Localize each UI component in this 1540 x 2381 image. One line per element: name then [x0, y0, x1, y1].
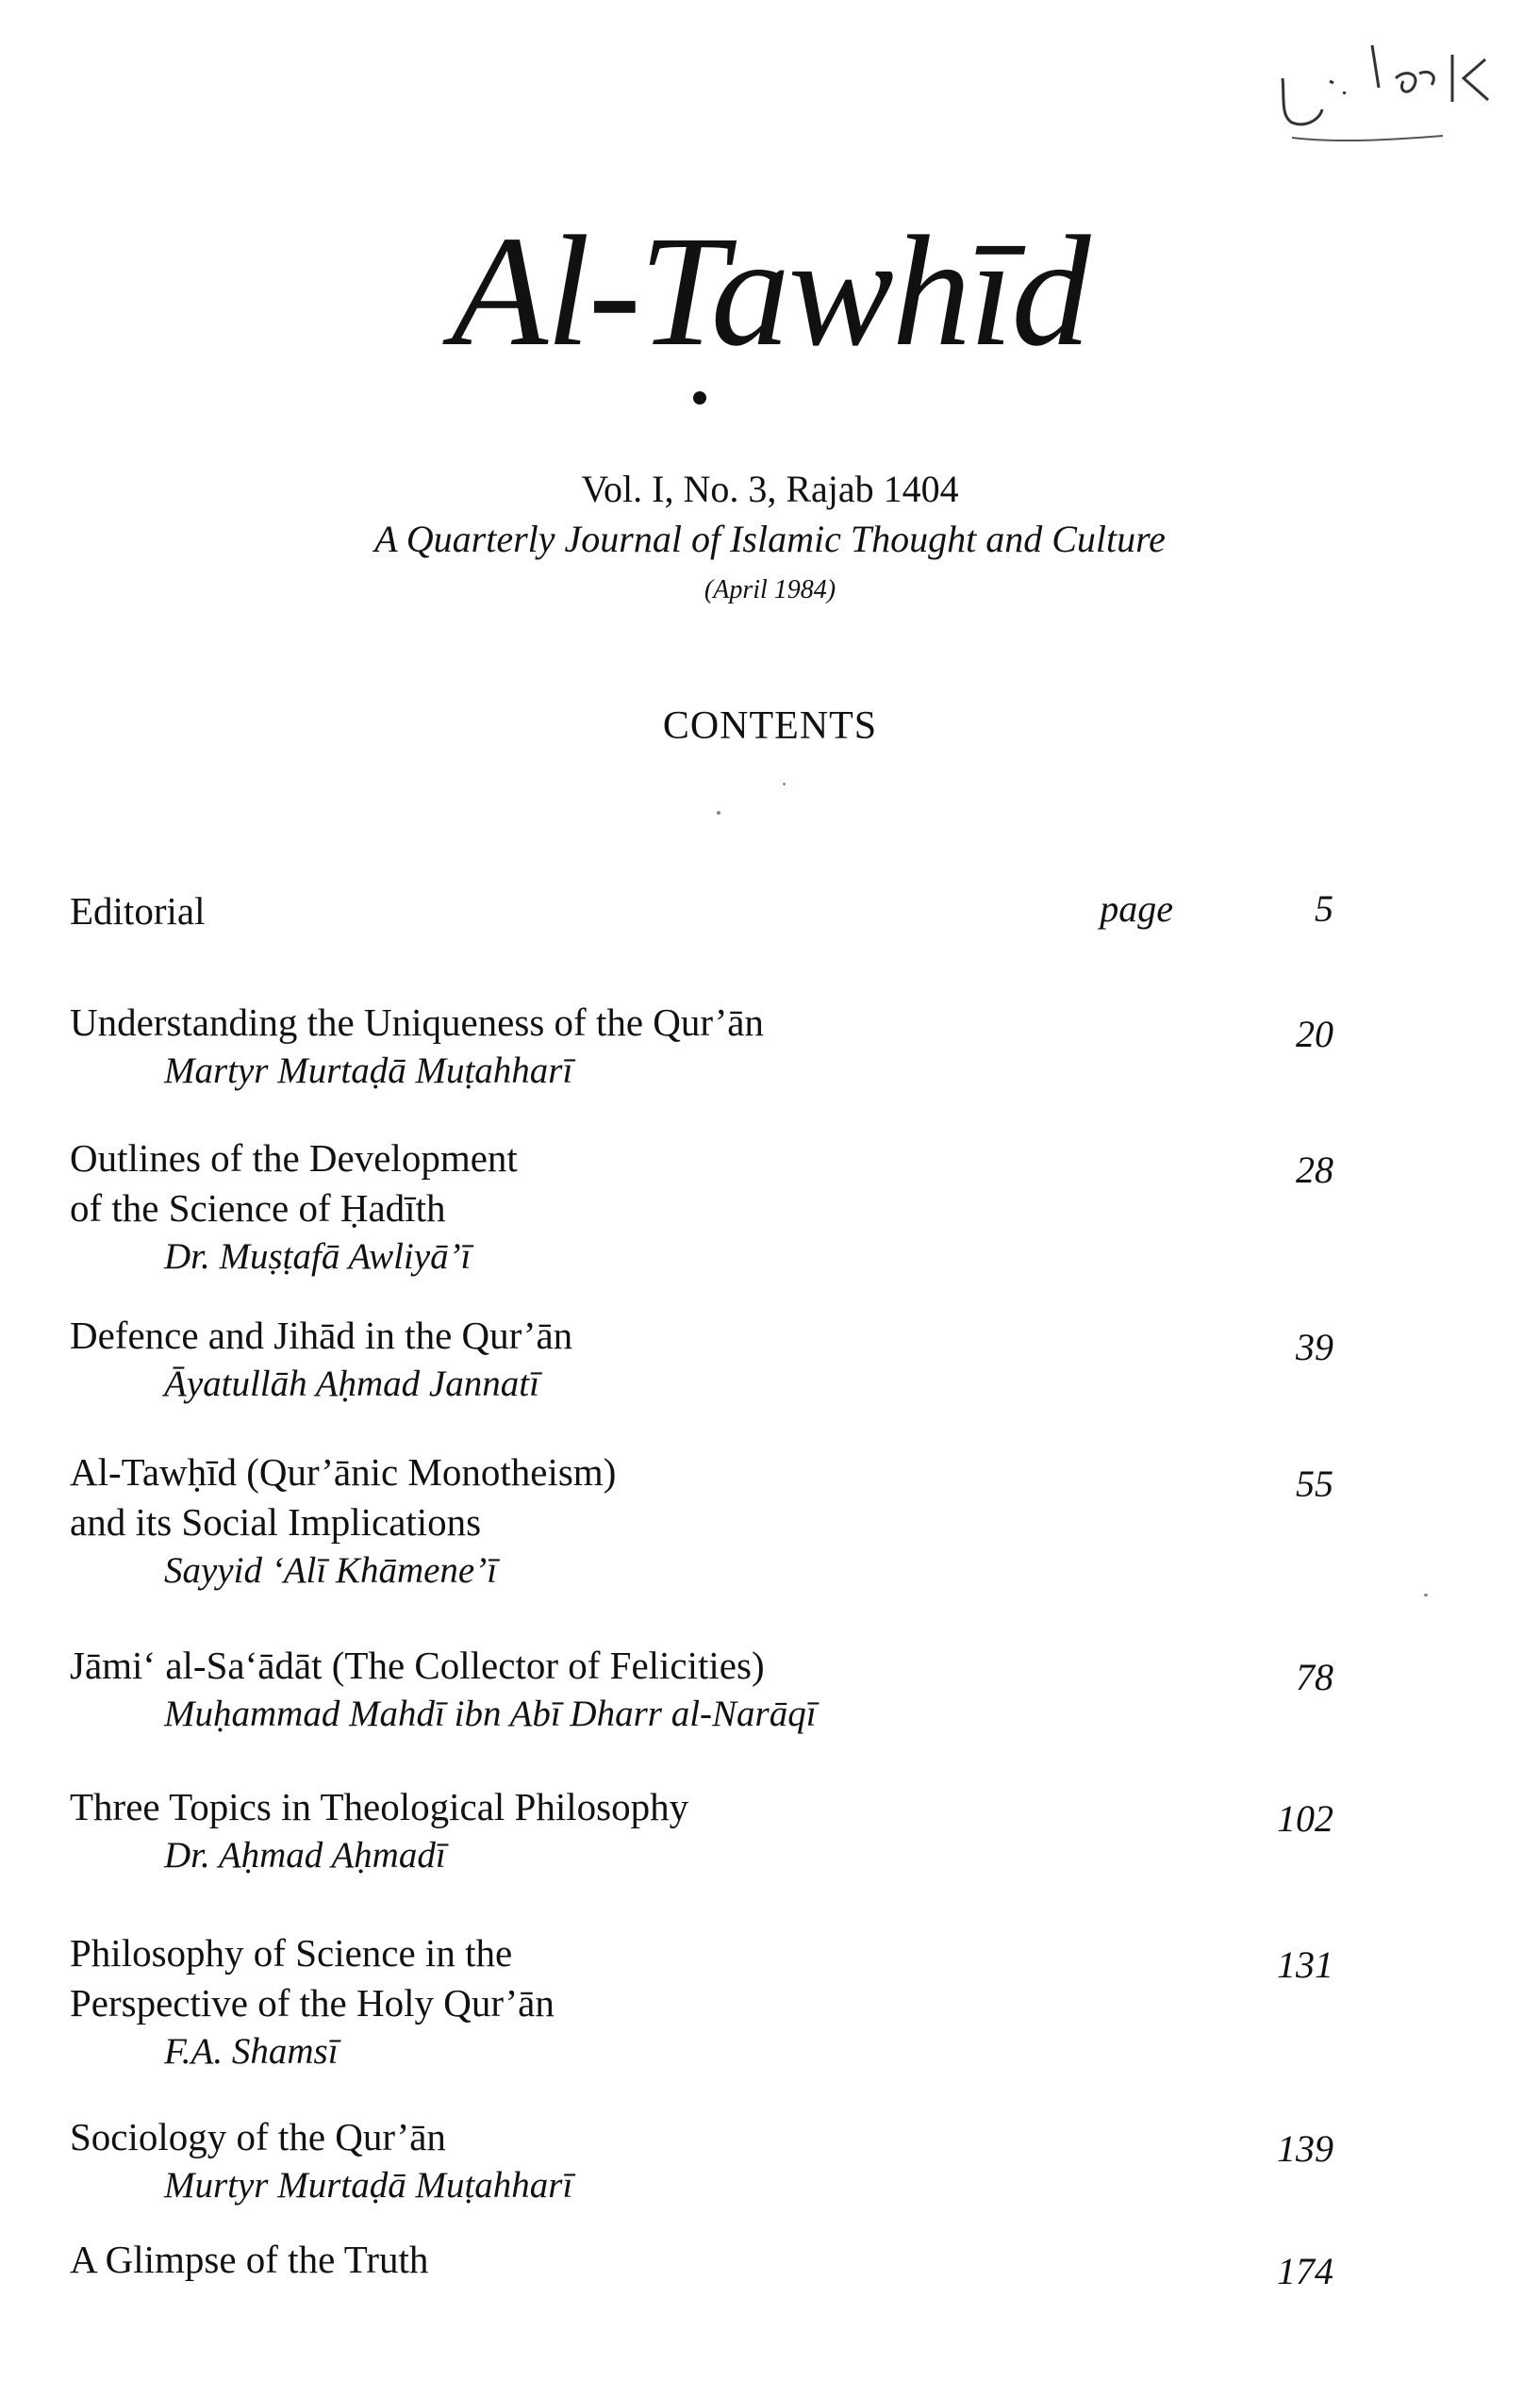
toc-entry-title: Philosophy of Science in the	[70, 1931, 513, 1975]
toc-entry-author: Murtyr Murtaḍā Muṭahharī	[164, 2165, 573, 2206]
issue-volume-line: Vol. I, No. 3, Rajab 1404	[581, 468, 959, 510]
toc-entry-author: Dr. Aḥmad Aḥmadī	[164, 1835, 446, 1876]
toc-entry-page-number: 55	[1296, 1463, 1333, 1505]
toc-entry-page-number: 39	[1296, 1326, 1333, 1368]
toc-entry-title: Perspective of the Holy Qur’ān	[70, 1981, 555, 2025]
toc-entry	[70, 1928, 1333, 2075]
toc-entry-title: Jāmi‘ al-Sa‘ādāt (The Collector of Felicities)	[70, 1644, 765, 1687]
print-speck	[783, 783, 786, 785]
toc-entry-page-number: 5	[1315, 887, 1333, 930]
journal-subtitle: A Quarterly Journal of Islamic Thought and Culture	[374, 518, 1166, 560]
toc-entry-title: Understanding the Uniqueness of the Qur’ān	[70, 1000, 764, 1044]
toc-entry	[70, 1311, 1333, 1408]
contents-heading: CONTENTS	[662, 704, 878, 748]
handwritten-margin-note	[1264, 26, 1509, 149]
toc-entry	[70, 886, 1333, 936]
toc-entry-title: A Glimpse of the Truth	[70, 2238, 429, 2281]
toc-entry-title: of the Science of Ḥadīth	[70, 1186, 446, 1230]
masthead-dot	[693, 391, 706, 405]
journal-masthead	[0, 204, 1540, 379]
toc-entry	[70, 1447, 1333, 1595]
toc-entry-author: F.A. Shamsī	[164, 2031, 339, 2072]
toc-entry-page-number: 28	[1296, 1149, 1333, 1191]
page-column-label: page	[1100, 887, 1173, 930]
toc-entry-title: Defence and Jihād in the Qur’ān	[70, 1314, 573, 1357]
print-speck	[717, 811, 720, 815]
toc-entry-author: Āyatullāh Aḥmad Jannatī	[164, 1364, 539, 1404]
toc-entry	[70, 1782, 1333, 1879]
toc-entry	[70, 2235, 1333, 2292]
toc-entry-page-number: 102	[1277, 1797, 1333, 1840]
toc-entry-page-number: 131	[1277, 1943, 1333, 1986]
toc-entry-author: Martyr Murtaḍā Muṭahharī	[164, 1050, 573, 1091]
toc-entry	[70, 998, 1333, 1095]
toc-entry-page-number: 78	[1296, 1656, 1333, 1698]
toc-entry-title: Editorial	[70, 889, 206, 933]
print-speck	[1424, 1594, 1428, 1596]
toc-entry-title: Outlines of the Development	[70, 1136, 518, 1180]
toc-entry-page-number: 139	[1277, 2127, 1333, 2170]
issue-date: (April 1984)	[704, 575, 836, 604]
toc-entry-title: Al-Tawḥīd (Qur’ānic Monotheism)	[70, 1450, 617, 1494]
toc-entry	[70, 1133, 1333, 1281]
toc-entry-author: Sayyid ‘Alī Khāmene’ī	[164, 1550, 498, 1591]
toc-entry-title: Three Topics in Theological Philosophy	[70, 1785, 689, 1828]
toc-entry-page-number: 174	[1277, 2250, 1333, 2292]
toc-entry-title: and its Social Implications	[70, 1500, 482, 1544]
toc-entry	[70, 2112, 1333, 2209]
toc-entry-title: Sociology of the Qur’ān	[70, 2115, 446, 2158]
toc-entry	[70, 1641, 1333, 1738]
toc-entry-author: Dr. Muṣṭafā Awliyā’ī	[164, 1236, 472, 1277]
toc-entry-page-number: 20	[1296, 1013, 1333, 1055]
journal-title: Al-Tawhīd	[451, 204, 1089, 379]
toc-entry-author: Muḥammad Mahdī ibn Abī Dharr al-Narāqī	[164, 1694, 817, 1734]
